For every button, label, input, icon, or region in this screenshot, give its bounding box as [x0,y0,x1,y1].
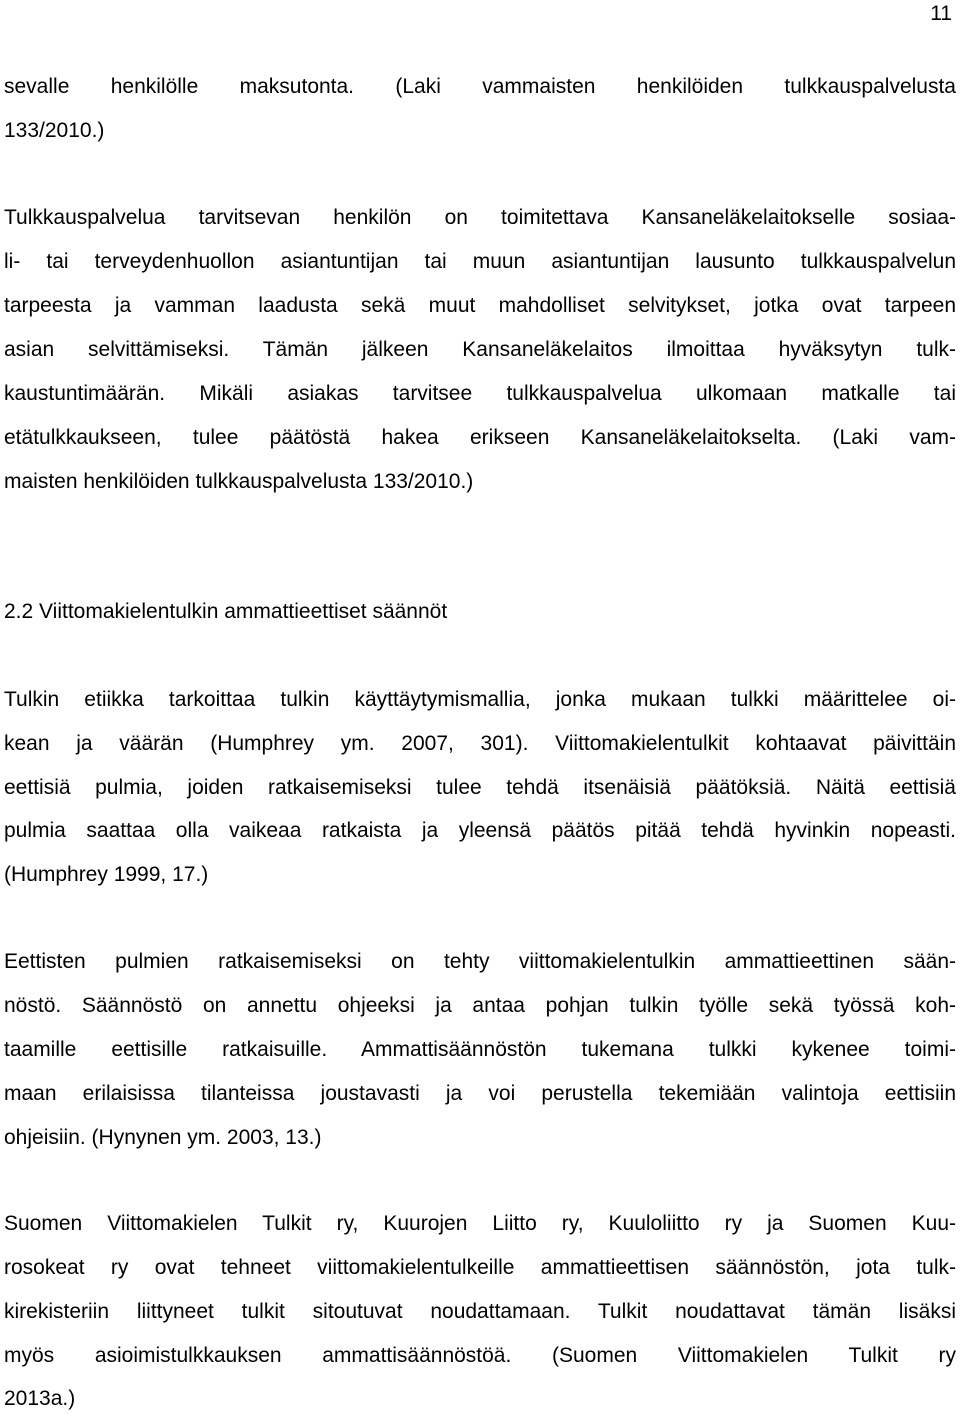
section-heading: 2.2 Viittomakielentulkin ammattieettiset säännöt [4,600,448,623]
text-line: li- tai terveydenhuollon asiantuntijan tai muun asiantuntijan lausunto tulkkauspalvelun [4,250,956,273]
text-line: Tulkkauspalvelua tarvitsevan henkilön on toimitettava Kansaneläkelaitokselle sosiaa- [4,206,956,229]
text-line: kirekisteriin liittyneet tulkit sitoutuvat noudattamaan. Tulkit noudattavat tämän lisäksi [4,1300,956,1323]
text-line: asian selvittämiseksi. Tämän jälkeen Kansaneläkelaitos ilmoittaa hyväksytyn tulk- [4,338,956,361]
text-line: eettisiä pulmia, joiden ratkaisemiseksi tulee tehdä itsenäisiä päätöksiä. Näitä eettisiä [4,776,956,799]
text-line: maisten henkilöiden tulkkauspalvelusta 133/2010.) [4,470,474,493]
text-line: Eettisten pulmien ratkaisemiseksi on tehty viittomakielentulkin ammattieettinen sään- [4,950,956,973]
text-line: Tulkin etiikka tarkoittaa tulkin käyttäytymismallia, jonka mukaan tulkki määrittelee oi- [4,688,956,711]
text-line: pulmia saattaa olla vaikeaa ratkaista ja yleensä päätös pitää tehdä hyvinkin nopeasti. [4,819,956,842]
text-line: rosokeat ry ovat tehneet viittomakielentulkeille ammattieettisen säännöstön, jota tulk- [4,1256,956,1279]
text-line: 133/2010.) [4,119,105,142]
page-number: 11 [930,2,952,25]
text-line: Suomen Viittomakielen Tulkit ry, Kuurojen Liitto ry, Kuuloliitto ry ja Suomen Kuu- [4,1212,956,1235]
text-line: taamille eettisille ratkaisuille. Ammattisäännöstön tukemana tulkki kykenee toimi- [4,1038,956,1061]
text-line: maan erilaisissa tilanteissa joustavasti ja voi perustella tekemiään valintoja eettisiin [4,1082,956,1105]
text-line: kean ja väärän (Humphrey ym. 2007, 301). Viittomakielentulkit kohtaavat päivittäin [4,732,956,755]
text-line: myös asioimistulkkauksen ammattisäännöstöä. (Suomen Viittomakielen Tulkit ry [4,1344,956,1367]
text-line: (Humphrey 1999, 17.) [4,863,209,886]
text-line: sevalle henkilölle maksutonta. (Laki vammaisten henkilöiden tulkkauspalvelusta [4,75,956,98]
text-line: 2013a.) [4,1387,76,1410]
text-line: ohjeisiin. (Hynynen ym. 2003, 13.) [4,1126,322,1149]
text-line: nöstö. Säännöstö on annettu ohjeeksi ja antaa pohjan tulkin työlle sekä työssä koh- [4,994,956,1017]
text-line: kaustuntimäärän. Mikäli asiakas tarvitsee tulkkauspalvelua ulkomaan matkalle tai [4,382,956,405]
text-line: tarpeesta ja vamman laadusta sekä muut mahdolliset selvitykset, jotka ovat tarpeen [4,294,956,317]
text-line: etätulkkaukseen, tulee päätöstä hakea erikseen Kansaneläkelaitokselta. (Laki vam- [4,426,956,449]
